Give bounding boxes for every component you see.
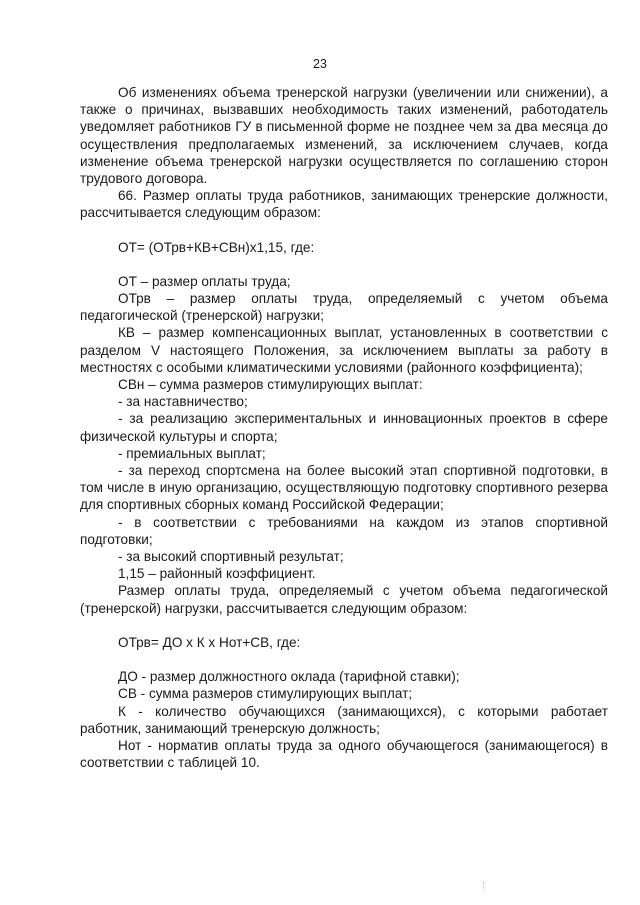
scan-artifact xyxy=(483,882,486,890)
definition-svn: СВн – сумма размеров стимулирующих выплат: xyxy=(118,377,423,393)
document-body xyxy=(80,84,608,771)
definition-do: ДО - размер должностного оклада (тарифной ставки); xyxy=(118,669,460,685)
paragraph-notification: Об изменениях объема тренерской нагрузки (увеличении или снижении), а также о причинах, вызвавших необходимость таких изменений, работодатель уведомляет работников ГУ в письменной форме не позднее чем за два месяца до осуществления предполагаемых изменений, за исключением случаев, когда изменение объема тренерской нагрузки осуществляется по соглашению сторон трудового договора. xyxy=(80,85,608,187)
definition-k: К - количество обучающихся (занимающихся), с которыми работает работник, занимающий тренерскую должность; xyxy=(80,703,608,736)
definition-ot: ОТ – размер оплаты труда; xyxy=(118,273,291,289)
paragraph-otrv-calc: Размер оплаты труда, определяемый с учетом объема педагогической (тренерской) нагрузки, рассчитывается следующим образом: xyxy=(80,583,608,616)
definition-otrv: ОТрв – размер оплаты труда, определяемый с учетом объема педагогической (тренерской) нагрузки; xyxy=(80,291,608,324)
formula-otrv: ОТрв= ДО х К х Нот+СВ, где: xyxy=(118,634,301,650)
paragraph-66: 66. Размер оплаты труда работников, занимающих тренерские должности, рассчитывается следующим образом: xyxy=(80,188,608,221)
definition-sv: СВ - сумма размеров стимулирующих выплат; xyxy=(118,686,413,702)
formula-ot: ОТ= (ОТрв+КВ+СВн)х1,15, где: xyxy=(118,239,315,255)
definition-not: Нот - норматив оплаты труда за одного обучающегося (занимающегося) в соответствии с таблицей 10. xyxy=(80,737,608,771)
list-item-result: - за высокий спортивный результат; xyxy=(118,549,344,565)
list-item-transfer: - за переход спортсмена на более высокий этап спортивной подготовки, в том числе в иную организацию, осуществляющую подготовку спортивного резерва для спортивных сборных команд Российской Федерации; xyxy=(80,463,608,513)
definition-coefficient: 1,15 – районный коэффициент. xyxy=(118,566,316,582)
definition-kv: КВ – размер компенсационных выплат, установленных в соответствии с разделом V настоящего Положения, за исключением выплаты за работу в местностях с особыми климатическими условиями (районного коэффициента); xyxy=(80,325,608,375)
list-item-projects: - за реализацию экспериментальных и инновационных проектов в сфере физической культуры и спорта; xyxy=(80,411,608,444)
list-item-bonus: - премиальных выплат; xyxy=(118,445,266,461)
page-number: 23 xyxy=(313,57,327,71)
list-item-requirements: - в соответствии с требованиями на каждом из этапов спортивной подготовки; xyxy=(80,514,608,547)
list-item-mentoring: - за наставничество; xyxy=(118,394,248,410)
